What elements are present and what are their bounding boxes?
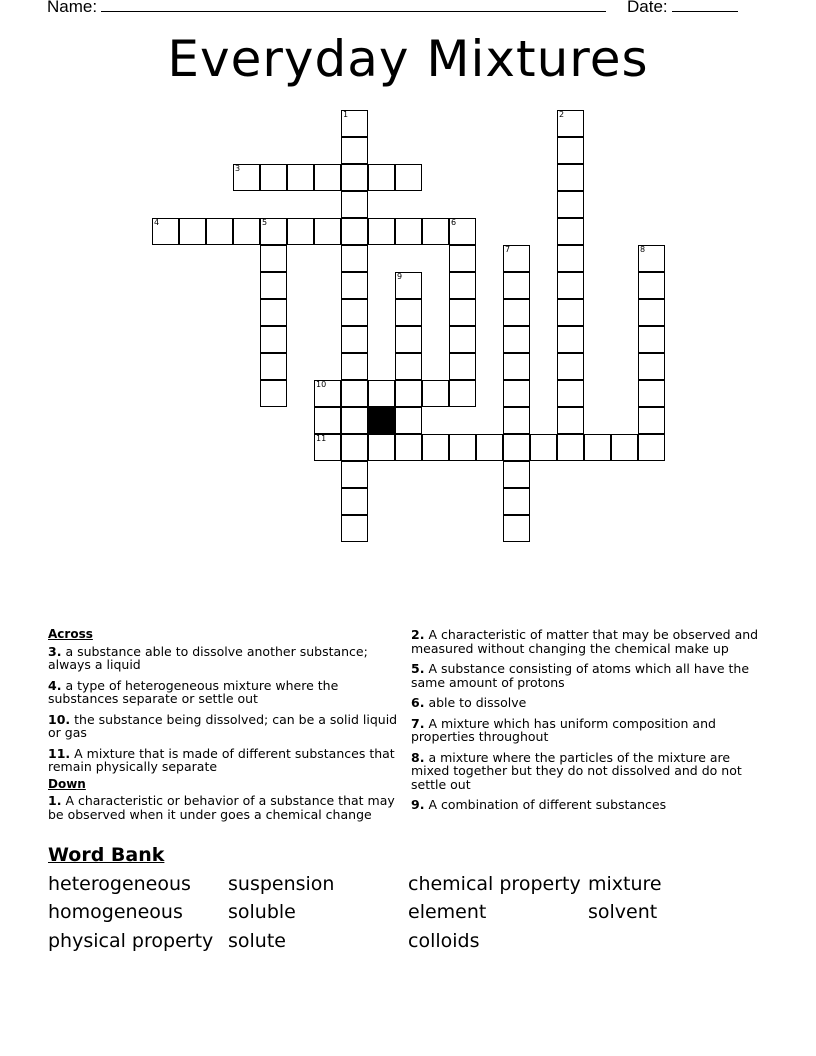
crossword-cell[interactable] <box>314 434 341 461</box>
crossword-cell[interactable] <box>449 434 476 461</box>
clue-text: able to dissolve <box>428 695 527 710</box>
crossword-cell[interactable] <box>341 164 368 191</box>
crossword-cell[interactable] <box>503 515 530 542</box>
crossword-cell[interactable] <box>341 380 368 407</box>
crossword-cell[interactable] <box>503 326 530 353</box>
crossword-cell[interactable] <box>557 110 584 137</box>
clue-text: A mixture that is made of different substances that remain physically separate <box>48 745 395 774</box>
crossword-cell[interactable] <box>260 245 287 272</box>
crossword-cell[interactable] <box>557 299 584 326</box>
crossword-cell[interactable] <box>611 434 638 461</box>
word-bank-item: homogeneous <box>48 901 183 923</box>
crossword-cell[interactable] <box>395 299 422 326</box>
crossword-cell[interactable] <box>449 218 476 245</box>
crossword-cell[interactable] <box>557 407 584 434</box>
crossword-black-cell <box>368 407 395 434</box>
clue-down-7 <box>411 717 761 744</box>
crossword-cell[interactable] <box>368 218 395 245</box>
crossword-cell[interactable] <box>368 380 395 407</box>
crossword-cell[interactable] <box>260 218 287 245</box>
name-label: Name: <box>47 0 98 16</box>
clue-down-6 <box>411 696 761 710</box>
word-bank-item: chemical property <box>408 873 581 895</box>
clue-across-10 <box>48 713 408 740</box>
crossword-cell[interactable] <box>557 164 584 191</box>
crossword-cell[interactable] <box>341 326 368 353</box>
crossword-cell[interactable] <box>395 272 422 299</box>
crossword-cell[interactable] <box>341 110 368 137</box>
crossword-cell[interactable] <box>260 326 287 353</box>
cell-number: 11 <box>316 434 327 443</box>
crossword-cell[interactable] <box>341 353 368 380</box>
clue-text: A mixture which has uniform composition and properties throughout <box>411 715 716 744</box>
clue-down-8 <box>411 751 761 792</box>
crossword-cell[interactable] <box>638 380 665 407</box>
clue-text: A characteristic or behavior of a substance that may be observed when it under goes a chemical change <box>48 793 395 822</box>
crossword-cell[interactable] <box>530 434 557 461</box>
crossword-cell[interactable] <box>422 434 449 461</box>
clue-text: the substance being dissolved; can be a solid liquid or gas <box>48 711 398 740</box>
crossword-cell[interactable] <box>260 299 287 326</box>
crossword-cell[interactable] <box>503 407 530 434</box>
crossword-cell[interactable] <box>557 245 584 272</box>
crossword-cell[interactable] <box>449 272 476 299</box>
crossword-cell[interactable] <box>422 380 449 407</box>
crossword-cell[interactable] <box>638 272 665 299</box>
crossword-cell[interactable] <box>557 137 584 164</box>
crossword-cell[interactable] <box>368 164 395 191</box>
page-title: Everyday Mixtures <box>167 30 649 88</box>
word-bank-item: soluble <box>228 901 296 923</box>
clue-text: a mixture where the particles of the mixture are mixed together but they do not dissolved and do not settle out <box>411 749 742 792</box>
cell-number: 10 <box>316 380 327 389</box>
crossword-cell[interactable] <box>503 353 530 380</box>
clue-number: 8. <box>411 749 425 765</box>
crossword-cell[interactable] <box>503 380 530 407</box>
cell-number: 8 <box>640 245 646 254</box>
crossword-cell[interactable] <box>314 164 341 191</box>
crossword-cell[interactable] <box>638 407 665 434</box>
cell-number: 4 <box>154 218 160 227</box>
crossword-cell[interactable] <box>341 461 368 488</box>
clue-down-2 <box>411 628 761 655</box>
crossword-cell[interactable] <box>449 353 476 380</box>
crossword-cell[interactable] <box>368 434 395 461</box>
clue-down-5 <box>411 662 761 689</box>
crossword-cell[interactable] <box>422 218 449 245</box>
clue-number: 7. <box>411 715 425 731</box>
word-bank-item: suspension <box>228 873 335 895</box>
crossword-cell[interactable] <box>341 515 368 542</box>
crossword-cell[interactable] <box>260 272 287 299</box>
crossword-cell[interactable] <box>395 326 422 353</box>
word-bank-item: element <box>408 901 487 923</box>
crossword-cell[interactable] <box>233 218 260 245</box>
crossword-cell[interactable] <box>341 272 368 299</box>
clue-across-11 <box>48 747 408 774</box>
crossword-cell[interactable] <box>449 326 476 353</box>
crossword-cell[interactable] <box>557 326 584 353</box>
crossword-cell[interactable] <box>557 218 584 245</box>
clue-text: A characteristic of matter that may be observed and measured without changing the chemical make up <box>411 627 759 656</box>
crossword-cell[interactable] <box>557 380 584 407</box>
down-heading: Down <box>48 776 86 791</box>
crossword-cell[interactable] <box>341 137 368 164</box>
crossword-cell[interactable] <box>503 299 530 326</box>
clue-text: A substance consisting of atoms which all have the same amount of protons <box>411 661 750 690</box>
clue-across-4 <box>48 679 408 706</box>
clue-number: 2. <box>411 627 425 642</box>
crossword-cell[interactable] <box>314 218 341 245</box>
crossword-cell[interactable] <box>314 407 341 434</box>
crossword-cell[interactable] <box>638 353 665 380</box>
crossword-cell[interactable] <box>449 245 476 272</box>
clue-down-1 <box>48 794 408 821</box>
crossword-cell[interactable] <box>341 299 368 326</box>
clue-number: 9. <box>411 797 425 812</box>
cell-number: 2 <box>559 110 565 119</box>
clue-across-3 <box>48 645 408 672</box>
cell-number: 7 <box>505 245 511 254</box>
crossword-cell[interactable] <box>638 245 665 272</box>
word-bank-item: mixture <box>588 873 662 895</box>
crossword-cell[interactable] <box>503 434 530 461</box>
clue-number: 4. <box>48 677 62 693</box>
clues-column-left <box>48 628 408 828</box>
crossword-cell[interactable] <box>503 245 530 272</box>
crossword-cell[interactable] <box>314 380 341 407</box>
crossword-cell[interactable] <box>557 434 584 461</box>
clue-down-9 <box>411 798 761 812</box>
clue-number: 1. <box>48 793 62 808</box>
crossword-cell[interactable] <box>341 407 368 434</box>
crossword-cell[interactable] <box>395 218 422 245</box>
cell-number: 5 <box>262 218 268 227</box>
clue-text: a type of heterogeneous mixture where the substances separate or settle out <box>48 677 339 706</box>
crossword-cell[interactable] <box>395 407 422 434</box>
clue-text: A combination of different substances <box>428 797 667 812</box>
crossword-cell[interactable] <box>206 218 233 245</box>
clue-number: 5. <box>411 661 425 676</box>
word-bank-item: solute <box>228 930 286 952</box>
crossword-cell[interactable] <box>395 380 422 407</box>
clue-number: 6. <box>411 695 425 710</box>
cell-number: 9 <box>397 272 403 281</box>
crossword-cell[interactable] <box>476 434 503 461</box>
clue-number: 11. <box>48 745 71 761</box>
date-label: Date: <box>627 0 668 16</box>
word-bank-title: Word Bank <box>48 844 165 866</box>
crossword-cell[interactable] <box>557 272 584 299</box>
crossword-cell[interactable] <box>341 218 368 245</box>
crossword-cell[interactable] <box>341 245 368 272</box>
crossword-cell[interactable] <box>260 164 287 191</box>
clue-text: a substance able to dissolve another substance; always a liquid <box>48 643 368 672</box>
crossword-cell[interactable] <box>260 380 287 407</box>
crossword-cell[interactable] <box>638 326 665 353</box>
crossword-cell[interactable] <box>233 164 260 191</box>
crossword-cell[interactable] <box>584 434 611 461</box>
crossword-cell[interactable] <box>503 272 530 299</box>
clue-number: 10. <box>48 711 71 727</box>
crossword-cell[interactable] <box>341 434 368 461</box>
crossword-cell[interactable] <box>557 353 584 380</box>
word-bank-item: solvent <box>588 901 658 923</box>
crossword-cell[interactable] <box>503 488 530 515</box>
word-bank-item: colloids <box>408 930 480 952</box>
crossword-cell[interactable] <box>638 299 665 326</box>
crossword-cell[interactable] <box>152 218 179 245</box>
word-bank-item: physical property <box>48 930 214 952</box>
crossword-cell[interactable] <box>260 353 287 380</box>
crossword-cell[interactable] <box>503 461 530 488</box>
crossword-cell[interactable] <box>341 488 368 515</box>
crossword-cell[interactable] <box>287 218 314 245</box>
cell-number: 1 <box>343 110 349 119</box>
crossword-cell[interactable] <box>395 164 422 191</box>
cell-number: 3 <box>235 164 241 173</box>
clue-number: 3. <box>48 643 62 659</box>
crossword-cell[interactable] <box>179 218 206 245</box>
crossword-cell[interactable] <box>395 353 422 380</box>
crossword-cell[interactable] <box>638 434 665 461</box>
clues-column-right <box>411 628 761 819</box>
crossword-cell[interactable] <box>449 299 476 326</box>
crossword-cell[interactable] <box>287 164 314 191</box>
crossword-cell[interactable] <box>557 191 584 218</box>
across-heading: Across <box>48 627 93 641</box>
crossword-cell[interactable] <box>449 380 476 407</box>
crossword-cell[interactable] <box>341 191 368 218</box>
word-bank-item: heterogeneous <box>48 873 191 895</box>
cell-number: 6 <box>451 218 457 227</box>
crossword-cell[interactable] <box>395 434 422 461</box>
